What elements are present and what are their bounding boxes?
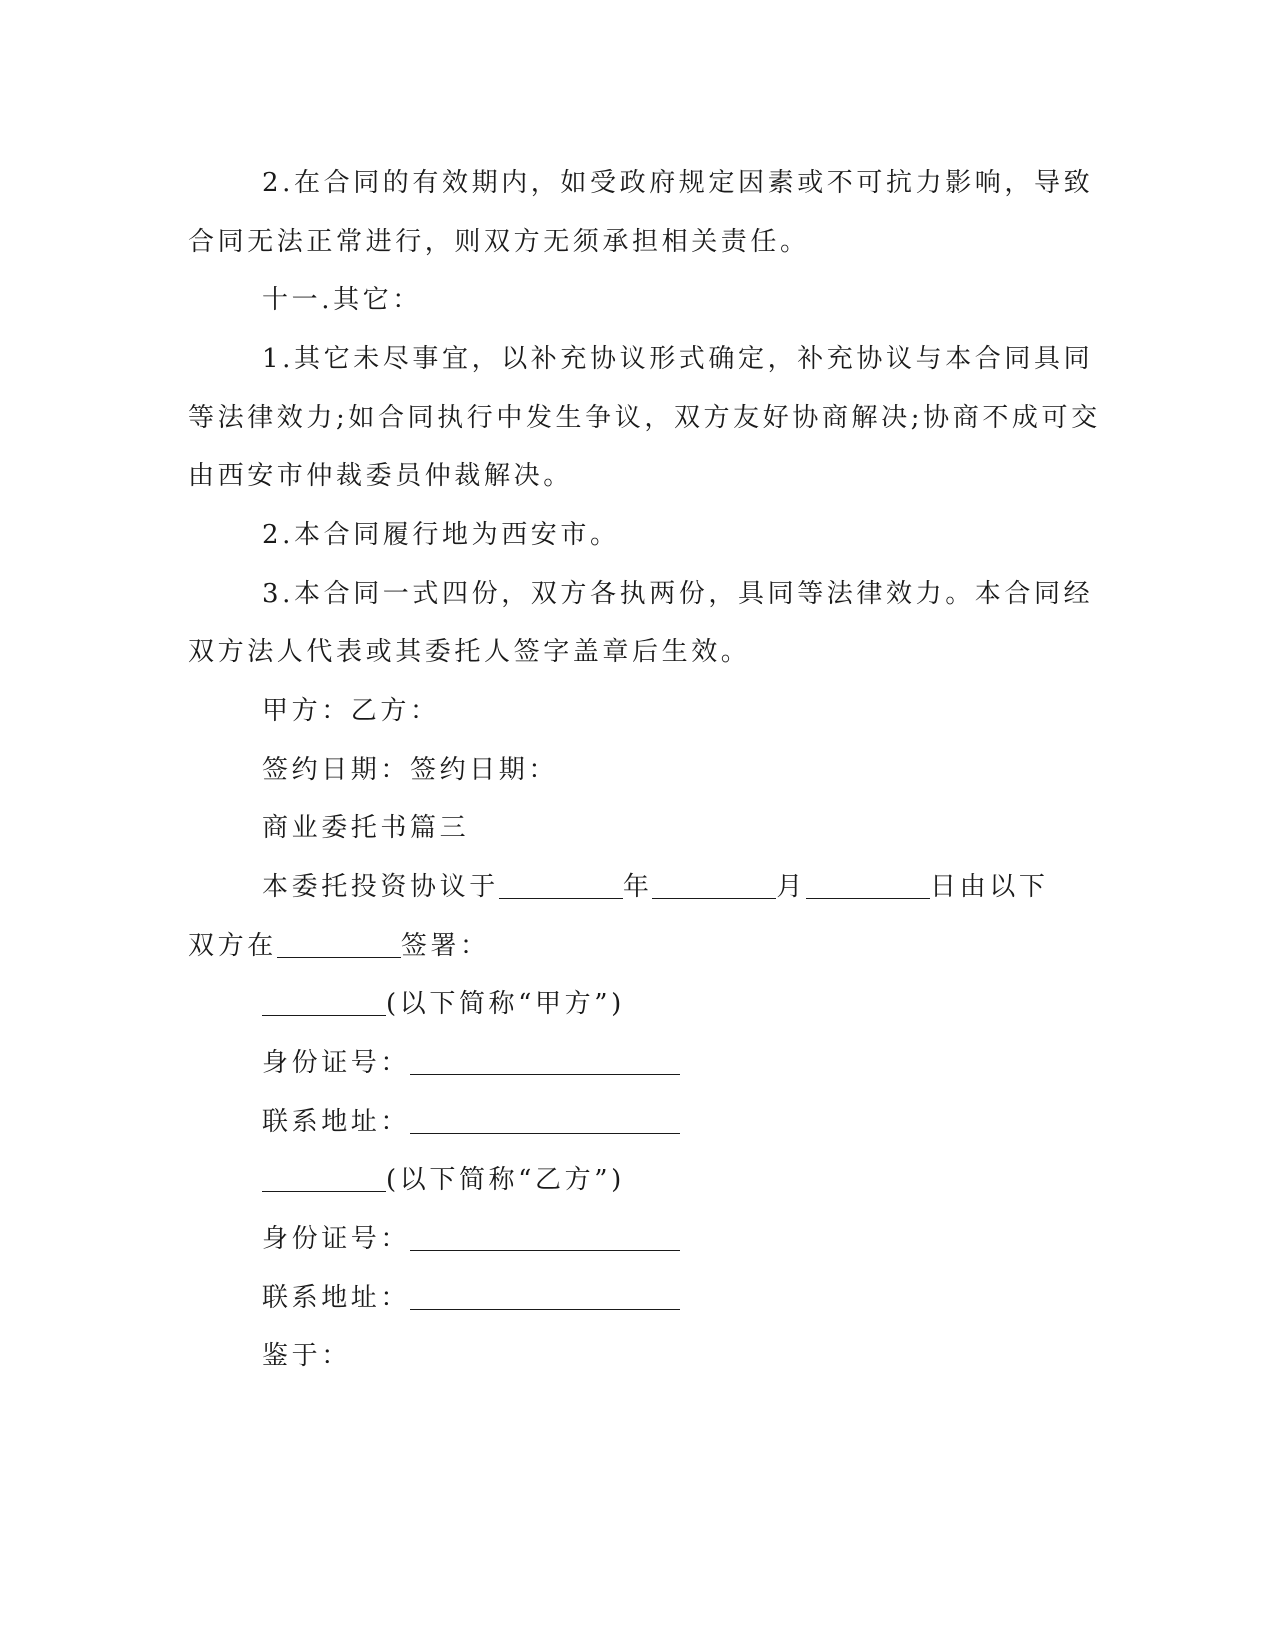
signing-date-line: 签约日期：签约日期： [262, 755, 559, 785]
agreement-intro-line [262, 869, 1048, 905]
party-signature-line: 甲方：乙方： [262, 696, 440, 726]
paragraph-line: 由西安市仲裁委员仲裁解决。 [188, 461, 573, 491]
party-a-line [262, 986, 625, 1022]
paragraph-line: 合同无法正常进行，则双方无须承担相关责任。 [188, 227, 810, 257]
party-a-id-line [262, 1045, 680, 1081]
address-label: 联系地址： [262, 1107, 411, 1137]
party-a-id-blank [410, 1048, 680, 1075]
paragraph-line: 2.本合同履行地为西安市。 [262, 520, 620, 550]
id-label: 身份证号： [262, 1048, 411, 1078]
intro-text: 日由以下 [930, 872, 1049, 902]
intro-text: 月 [776, 872, 807, 902]
id-label: 身份证号： [262, 1224, 411, 1254]
whereas-heading: 鉴于： [262, 1341, 351, 1371]
address-label: 联系地址： [262, 1283, 411, 1313]
party-a-name-blank [262, 989, 386, 1016]
party-b-line [262, 1162, 625, 1198]
intro-text: 年 [622, 872, 653, 902]
party-b-id-blank [410, 1224, 680, 1251]
paragraph-line: 等法律效力;如合同执行中发生争议，双方友好协商解决;协商不成可交 [188, 403, 1101, 433]
party-b-label: (以下简称“乙方”) [386, 1165, 625, 1195]
section-heading: 十一.其它： [262, 285, 422, 315]
intro-text: 本委托投资协议于 [262, 872, 499, 902]
intro-text: 签署： [400, 931, 490, 961]
agreement-intro-line [188, 928, 490, 964]
party-b-id-line [262, 1221, 680, 1257]
party-b-name-blank [262, 1165, 386, 1192]
party-a-address-line [262, 1104, 680, 1140]
section-title: 商业委托书篇三 [262, 813, 470, 843]
paragraph-line: 3.本合同一式四份，双方各执两份，具同等法律效力。本合同经 [262, 579, 1094, 609]
paragraph-line: 双方法人代表或其委托人签字盖章后生效。 [188, 637, 751, 667]
party-a-label: (以下简称“甲方”) [386, 989, 625, 1019]
month-blank [652, 872, 776, 899]
paragraph-line: 2.在合同的有效期内，如受政府规定因素或不可抗力影响，导致 [262, 168, 1094, 198]
place-blank [277, 931, 401, 958]
party-b-address-blank [410, 1283, 680, 1310]
intro-text: 双方在 [188, 931, 277, 961]
party-b-address-line [262, 1280, 680, 1316]
paragraph-line: 1.其它未尽事宜，以补充协议形式确定，补充协议与本合同具同 [262, 344, 1094, 374]
day-blank [806, 872, 930, 899]
party-a-address-blank [410, 1107, 680, 1134]
year-blank [499, 872, 623, 899]
